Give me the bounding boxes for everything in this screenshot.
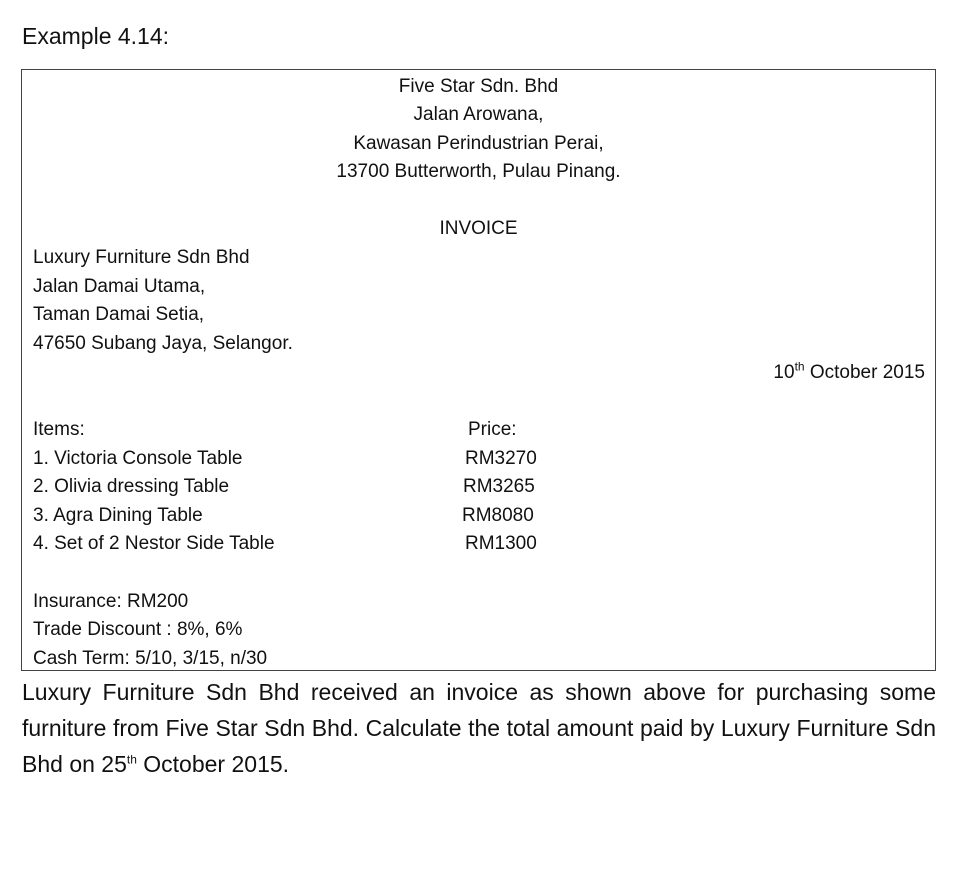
example-heading: Example 4.14: <box>22 23 170 49</box>
question-part-2: October 2015. <box>136 751 290 777</box>
item-name: 1. Victoria Console Table <box>33 448 243 469</box>
seller-address-line-3: 13700 Butterworth, Pulau Pinang. <box>336 161 621 182</box>
buyer-address-line-1: Jalan Damai Utama, <box>33 276 206 297</box>
item-price: RM8080 <box>462 505 534 526</box>
item-price: RM3270 <box>465 448 537 469</box>
item-name: 4. Set of 2 Nestor Side Table <box>33 533 275 554</box>
seller-name: Five Star Sdn. Bhd <box>398 76 559 97</box>
invoice-date-rest: October 2015 <box>804 362 925 383</box>
invoice-date-suffix: th <box>794 359 805 374</box>
buyer-name: Luxury Furniture Sdn Bhd <box>33 247 250 268</box>
seller-address-line-1: Jalan Arowana, <box>413 104 544 125</box>
seller-address-line-2: Kawasan Perindustrian Perai, <box>353 133 604 154</box>
invoice-title: INVOICE <box>439 218 518 239</box>
buyer-address-line-2: Taman Damai Setia, <box>33 304 205 325</box>
insurance-term: Insurance: RM200 <box>33 591 189 612</box>
question-text <box>22 674 936 782</box>
buyer-address-line-3: 47650 Subang Jaya, Selangor. <box>33 333 293 354</box>
price-header: Price: <box>468 419 517 440</box>
item-name: 2. Olivia dressing Table <box>33 476 230 497</box>
question-date-suffix: th <box>126 752 137 767</box>
invoice-box <box>21 69 936 671</box>
item-price: RM1300 <box>465 533 537 554</box>
trade-discount-term: Trade Discount : 8%, 6% <box>33 619 243 640</box>
items-header: Items: <box>33 419 85 440</box>
cash-term: Cash Term: 5/10, 3/15, n/30 <box>33 648 268 669</box>
item-name: 3. Agra Dining Table <box>33 505 203 526</box>
question-part-1: Luxury Furniture Sdn Bhd received an invoice as shown above for purchasing some furniture from Five Star Sdn Bhd. Calculate the total amount paid by Luxury Furniture Sdn Bhd on 25 <box>22 679 936 777</box>
invoice-date <box>773 361 925 385</box>
invoice-date-day: 10 <box>773 362 795 383</box>
item-price: RM3265 <box>463 476 535 497</box>
